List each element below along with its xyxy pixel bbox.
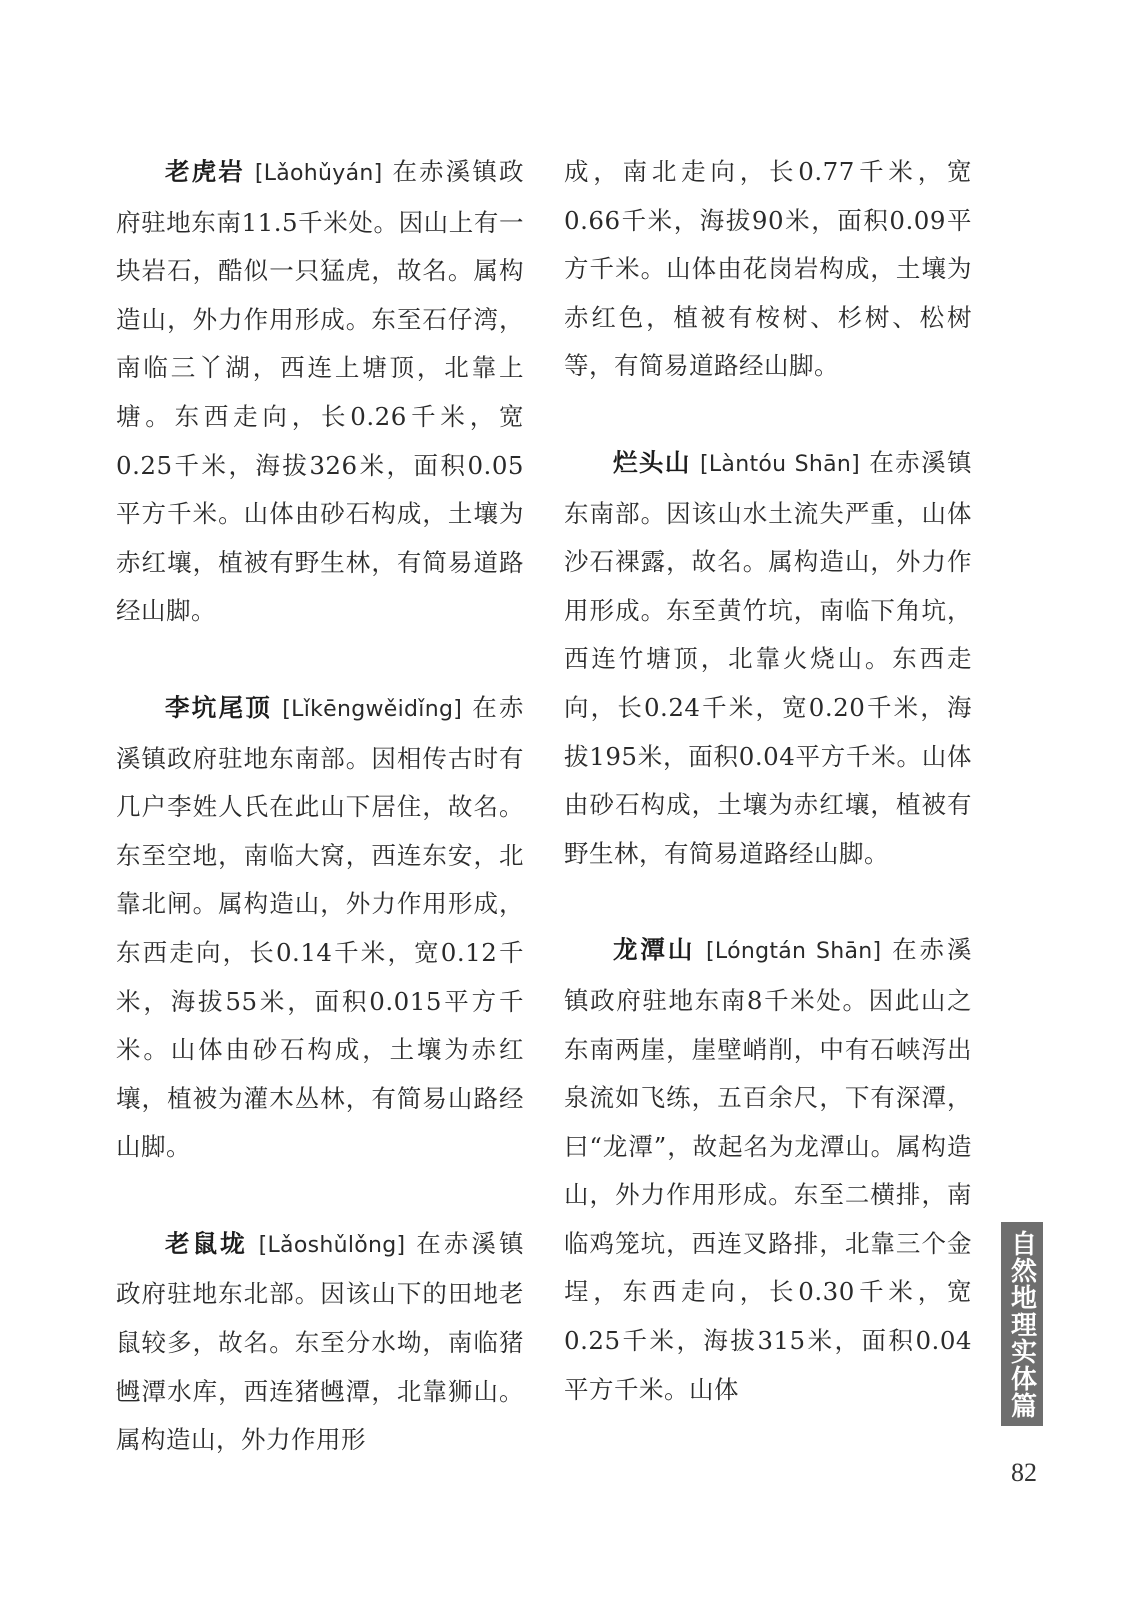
entry-text: 在赤溪镇政府驻地东南11.5千米处。因山上有一块岩石，酷似一只猛虎，故名。属构造山，外力作用形成。东至石仔湾，南临三丫湖，西连上塘顶，北靠上塘。东西走向，长0.26千米，宽0.25千米，海拔326米，面积0.05平方千米。山体由砂石构成，土壤为赤红壤，植被有野生林，有简易道路经山脚。: [116, 157, 524, 626]
entry-pinyin: [Lǐkēngwěidǐng]: [282, 696, 463, 722]
entry-text: 在赤溪镇东南部。因该山水土流失严重，山体沙石裸露，故名。属构造山，外力作用形成。东至黄竹坑，南临下角坑，西连竹塘顶，北靠火烧山。东西走向，长0.24千米，宽0.20千米，海拔195米，面积0.04平方千米。山体由砂石构成，土壤为赤红壤，植被有野生林，有简易道路经山脚。: [564, 447, 972, 868]
right-column: [564, 148, 972, 1414]
left-column: [116, 148, 524, 1465]
entry-likengweiding: [116, 684, 524, 1172]
entry-laoshulong-continued: [564, 148, 972, 391]
entry-text: 在赤溪镇政府驻地东北部。因该山下的田地老鼠较多，故名。东至分水坳，南临猪乸潭水库，西连猪乸潭，北靠狮山。属构造山，外力作用形: [116, 1228, 525, 1455]
entry-term: 烂头山: [613, 447, 691, 477]
entry-laohuyan: [116, 148, 524, 636]
entry-text: 在赤溪镇政府驻地东南部。因相传古时有几户李姓人氏在此山下居住，故名。东至空地，南临大窝，西连东安，北靠北闸。属构造山，外力作用形成，东西走向，长0.14千米，宽0.12千米，海拔55米，面积0.015平方千米。山体由砂石构成，土壤为赤红壤，植被为灌木丛林，有简易山路经山脚。: [116, 692, 525, 1162]
entry-pinyin: [Lǎoshǔlǒng]: [258, 1232, 406, 1258]
entry-longtanshan: [564, 926, 972, 1414]
entry-term: 老虎岩: [165, 157, 245, 186]
page-number: 82: [1011, 1458, 1037, 1487]
entry-pinyin: [Làntóu Shān]: [699, 451, 861, 477]
entry-term: 龙潭山: [613, 935, 696, 965]
entry-lantoushan: [564, 439, 972, 878]
section-side-tab-label: 自然地理实体篇: [1006, 1229, 1037, 1419]
entry-term: 李坑尾顶: [165, 692, 273, 722]
entry-term: 老鼠垅: [165, 1228, 248, 1258]
entry-text: 成，南北走向，长0.77千米，宽0.66千米，海拔90米，面积0.09平方千米。山体由花岗岩构成，土壤为赤红色，植被有桉树、杉树、松树等，有简易道路经山脚。: [564, 157, 972, 381]
entry-pinyin: [Lóngtán Shān]: [706, 939, 882, 965]
entry-text: 在赤溪镇政府驻地东南8千米处。因此山之东南两崖，崖壁峭削，中有石峡泻出泉流如飞练，五百余尺，下有深潭，曰“龙潭”，故起名为龙潭山。属构造山，外力作用形成。东至二横排，南临鸡笼坑，西连叉路排，北靠三个金埕，东西走向，长0.30千米，宽0.25千米，海拔315米，面积0.04平方千米。山体: [564, 935, 973, 1404]
entry-laoshulong: [116, 1220, 524, 1465]
section-side-tab: [1001, 1222, 1043, 1426]
entry-pinyin: [Lǎohǔyán]: [254, 161, 383, 186]
